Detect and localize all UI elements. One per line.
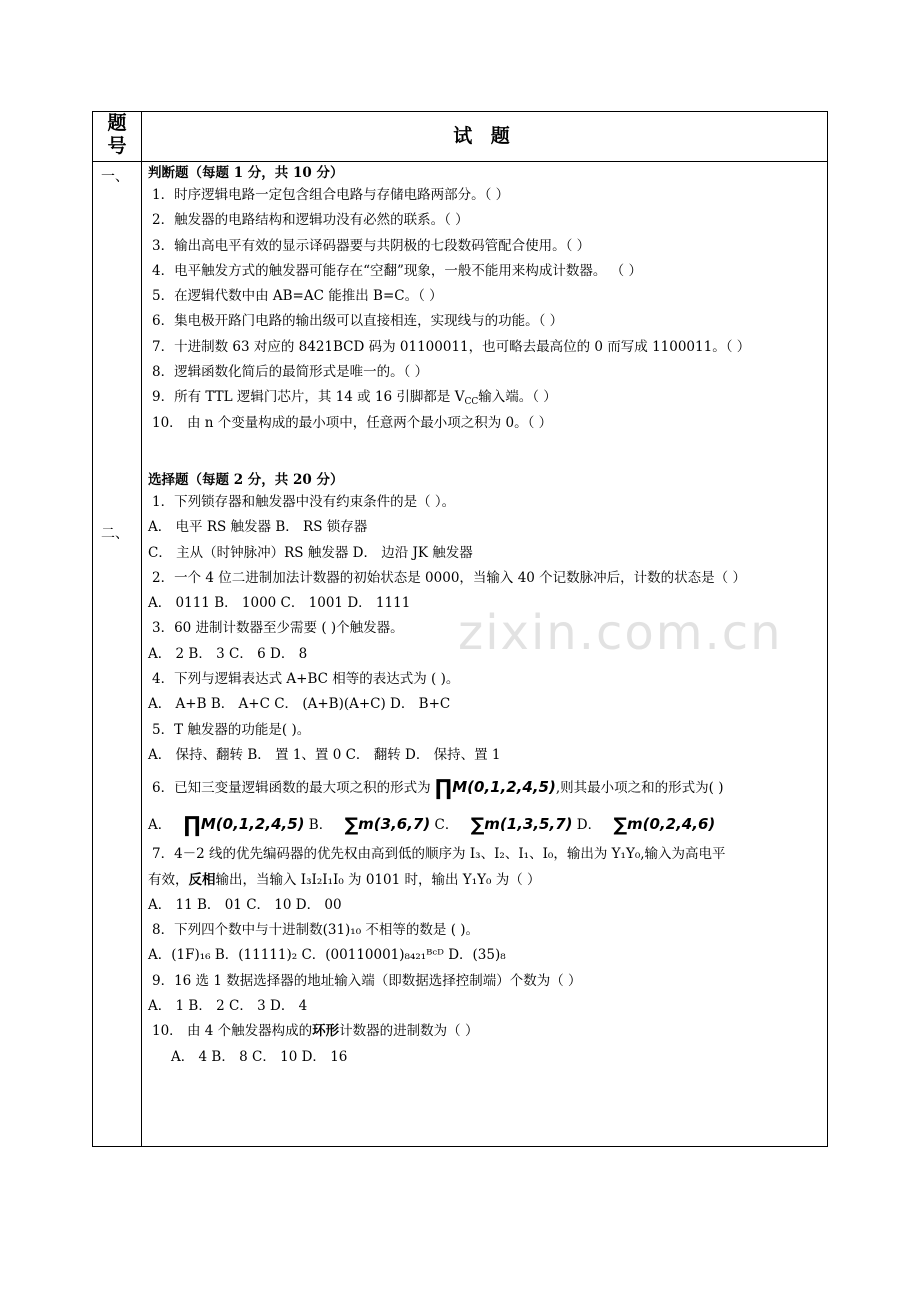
choice-q10-options: A． 4 B． 8 C． 10 D． 16 <box>171 1048 348 1065</box>
product-maxterm-formula <box>435 768 556 808</box>
q7-text-b: 输出，当输入 I₃I₂I₁I₀ 为 0101 时，输出 Y₁Y₀ 为（ ） <box>215 871 541 888</box>
q10-text-b: 计数器的进制数为（ ） <box>339 1023 479 1040</box>
q7-bold-word: 反相 <box>188 871 216 888</box>
choice-q5: 5．T 触发器的功能是( )。 <box>152 721 311 738</box>
judge-item-2: 2．触发器的电路结构和逻辑功没有必然的联系。（ ） <box>152 212 469 229</box>
choice-q8-options: A．(1F)₁₆ B．(11111)₂ C．(00110001)₈₄₂₁ᴮᶜᴰ D．(35)₈ <box>148 947 506 964</box>
choice-q5-options: A． 保持、翻转 B． 置 1、置 0 C． 翻转 D． 保持、置 1 <box>148 746 501 763</box>
judge-item-8: 8．逻辑函数化简后的最简形式是唯一的。（ ） <box>152 364 429 381</box>
choice-q6-text: 6．已知三变量逻辑函数的最大项之积的形式为 <box>152 780 431 797</box>
choice-q3: 3．60 进制计数器至少需要 ( )个触发器。 <box>152 620 404 637</box>
watermark: zixin.com.cn <box>458 605 783 661</box>
choice-q4: 4．下列与逻辑表达式 A+BC 相等的表达式为 ( )。 <box>152 671 460 688</box>
formula-text: m(3,6,7) <box>358 815 431 834</box>
option-d-formula <box>613 806 715 843</box>
judge-item-9-tail: 输入端。（ ） <box>478 389 557 406</box>
judge-item-6: 6．集电极开路门电路的输出级可以直接相连，实现线与的功能。（ ） <box>152 313 564 330</box>
section2-heading: 选择题（每题 2 分，共 20 分） <box>148 471 344 488</box>
choice-q9-options: A． 1 B． 2 C． 3 D． 4 <box>148 998 308 1015</box>
judge-item-9-text: 9．所有 TTL 逻辑门芯片，其 14 或 16 引脚都是 V <box>152 389 465 406</box>
header-question-number <box>93 112 141 161</box>
judge-item-10: 10． 由 n 个变量构成的最小项中，任意两个最小项之积为 0。（ ） <box>152 414 553 431</box>
choice-q6-tail: ,则其最小项之和的形式为( ) <box>555 780 724 797</box>
section1-heading: 判断题（每题 1 分，共 10 分） <box>148 165 344 181</box>
sum-symbol: ∑ <box>613 814 628 837</box>
header-no-char2: 号 <box>107 135 127 157</box>
q10-bold-word: 环形 <box>312 1023 340 1040</box>
q10-text-a: 10． 由 4 个触发器构成的 <box>152 1023 313 1040</box>
judge-item-5: 5．在逻辑代数中由 AB=AC 能推出 B=C。（ ） <box>152 288 443 305</box>
choice-q6 <box>148 768 823 806</box>
option-d-label: D． <box>576 817 602 834</box>
judge-item-4: 4．电平触发方式的触发器可能存在“空翻”现象，一般不能用来构成计数器。 （ ） <box>152 262 642 279</box>
sum-symbol: ∑ <box>344 814 359 837</box>
judge-item-7: 7．十进制数 63 对应的 8421BCD 码为 01100011，也可略去最高位的 0 而写成 1100011。（ ） <box>152 338 751 355</box>
sum-symbol: ∑ <box>470 814 485 837</box>
choice-q9: 9．16 选 1 数据选择器的地址输入端（即数据选择控制端）个数为（ ） <box>152 972 582 989</box>
option-b-label: B． <box>308 817 333 834</box>
header-title: 试 题 <box>453 125 516 147</box>
section1-number: 一、 <box>101 169 129 185</box>
product-symbol: ∏ <box>434 776 453 802</box>
header-no-char1: 题 <box>107 112 127 134</box>
option-c-label: C． <box>434 817 459 834</box>
choice-q1-options-b: C． 主从（时钟脉冲）RS 触发器 D． 边沿 JK 触发器 <box>148 544 473 561</box>
choice-q1: 1．下列锁存器和触发器中没有约束条件的是（ ）。 <box>152 493 456 510</box>
option-c-formula <box>471 806 573 843</box>
judge-item-1: 1．时序逻辑电路一定包含组合电路与存储电路两部分。（ ） <box>152 187 510 203</box>
choice-q1-options-a: A． 电平 RS 触发器 B． RS 锁存器 <box>148 519 368 536</box>
choice-q8: 8．下列四个数中与十进制数(31)₁₀ 不相等的数是 ( )。 <box>152 922 480 939</box>
formula-text: m(0,2,4,6) <box>627 815 716 834</box>
q7-text-a: 有效， <box>148 871 189 888</box>
header-divider <box>93 161 827 162</box>
column-divider <box>141 112 142 1146</box>
choice-q7-line2 <box>148 868 823 893</box>
vcc-subscript: CC <box>464 397 479 408</box>
choice-q4-options: A． A+B B． A+C C． (A+B)(A+C) D． B+C <box>148 696 451 713</box>
option-b-formula <box>345 806 431 843</box>
section-gap <box>148 436 823 470</box>
option-a-formula <box>184 806 305 844</box>
choice-q2-options: A． 0111 B． 1000 C． 1001 D． 1111 <box>148 595 411 612</box>
choice-q7-options: A． 11 B． 01 C． 10 D． 00 <box>148 896 342 913</box>
choice-q7-line1: 7．4－2 线的优先编码器的优先权由高到低的顺序为 I₃、I₂、I₁、I₀，输出为 Y₁Y₀,输入为高电平 <box>152 846 726 863</box>
judge-item-3: 3．输出高电平有效的显示译码器要与共阴极的七段数码管配合使用。（ ） <box>152 237 591 254</box>
judge-item-9 <box>148 385 823 410</box>
formula-text: m(1,3,5,7) <box>484 815 573 834</box>
choice-q10 <box>148 1019 823 1044</box>
formula-text: M(0,1,2,4,5) <box>200 815 305 834</box>
option-a-label: A． <box>148 817 172 834</box>
choice-q2: 2．一个 4 位二进制加法计数器的初始状态是 0000，当输入 40 个记数脉冲后，计数的状态是（ ） <box>152 569 746 586</box>
choice-q3-options: A． 2 B． 3 C． 6 D． 8 <box>148 645 308 662</box>
section2-number: 二、 <box>101 526 129 542</box>
formula-text: M(0,1,2,4,5) <box>452 778 556 797</box>
choice-q6-options <box>148 806 823 842</box>
product-symbol: ∏ <box>183 813 201 839</box>
